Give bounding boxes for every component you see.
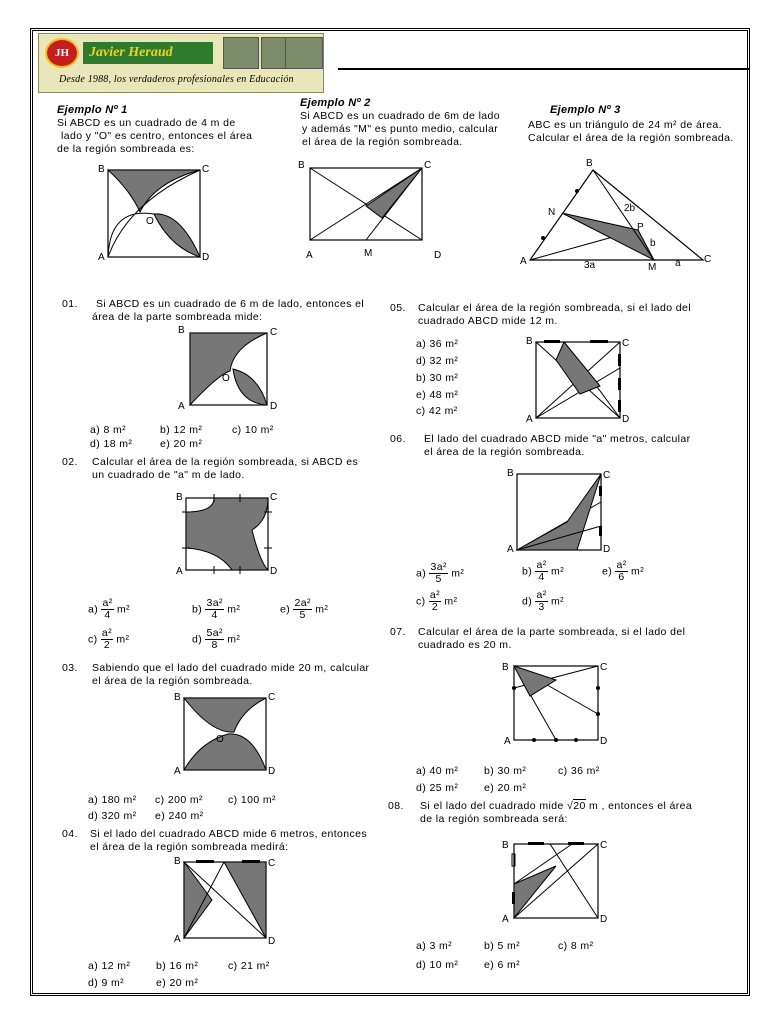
problem-06-options <box>416 560 716 620</box>
problem-05-figure <box>524 334 639 426</box>
label-A: A <box>507 544 514 555</box>
problem-04: 04. Si el lado del cuadrado ABCD mide 6 metros, entonces el área de la región sombreada medirá: <box>62 828 368 853</box>
example-3-figure <box>518 158 718 273</box>
label-B: B <box>98 164 105 175</box>
label-D: D <box>434 250 442 261</box>
problem-02-option-b[interactable]: b) $\frac{\text{3a²}}{4}$ m² <box>192 597 241 621</box>
label-A: A <box>520 256 527 267</box>
problem-07-figure <box>500 658 615 750</box>
label-a: a <box>675 258 681 269</box>
problem-02-options <box>88 598 388 658</box>
problem-01-option-b[interactable]: b) 12 m² <box>160 424 203 436</box>
label-C: C <box>622 338 630 349</box>
label-A: A <box>176 566 183 577</box>
label-M: M <box>648 262 657 273</box>
problem-07-option-d[interactable]: d) 25 m² <box>416 782 459 794</box>
label-C: C <box>600 840 608 851</box>
label-P: P <box>637 222 644 233</box>
label-B: B <box>178 325 185 336</box>
example-1-figure <box>100 162 210 267</box>
problem-08-option-c[interactable]: c) 8 m² <box>558 940 594 952</box>
problem-03-figure <box>172 690 287 780</box>
problem-08-figure <box>500 836 615 928</box>
problem-06-option-b[interactable]: b) $\frac{\text{a²}}{4}$ m² <box>522 559 564 583</box>
problem-03-option-d[interactable]: d) 320 m² <box>88 810 137 822</box>
photo-3 <box>285 37 323 69</box>
label-A: A <box>526 414 533 425</box>
photo-1 <box>223 37 259 69</box>
label-C: C <box>202 164 210 175</box>
example-1-title: Ejemplo Nº 1 <box>57 104 128 116</box>
problem-03-option-a[interactable]: a) 180 m² <box>88 794 137 806</box>
label-2b: 2b <box>624 203 636 214</box>
problem-03: 03. Sabiendo que el lado del cuadrado mide 20 m, calcular el área de la región sombreada. <box>62 662 370 687</box>
problem-03-option-c1[interactable]: c) 200 m² <box>155 794 203 806</box>
sqrt-symbol: √20 <box>567 800 586 812</box>
label-C: C <box>424 160 432 171</box>
problem-07: 07. Calcular el área de la parte sombreada, si el lado del cuadrado es 20 m. <box>390 626 686 651</box>
label-B: B <box>174 692 181 703</box>
label-C: C <box>704 254 712 265</box>
problem-04-option-c[interactable]: c) 21 m² <box>228 960 270 972</box>
label-C: C <box>600 662 608 673</box>
problem-02-option-c[interactable]: c) $\frac{\text{a²}}{2}$ m² <box>88 627 130 651</box>
problem-05-option-e[interactable]: e) 48 m² <box>416 389 459 401</box>
label-M: M <box>364 248 373 259</box>
header-rule <box>338 68 750 70</box>
example-3-text: ABC es un triángulo de 24 m² de área. Calcular el área de la región sombreada. <box>528 119 734 144</box>
label-C: C <box>268 858 276 869</box>
problem-06-figure <box>505 466 620 558</box>
label-B: B <box>526 336 533 347</box>
problem-01-option-c[interactable]: c) 10 m² <box>232 424 274 436</box>
problem-08: 08. Si el lado del cuadrado mide √20 m , entonces el área de la región sombreada será: <box>388 800 693 825</box>
label-D: D <box>270 401 278 412</box>
example-2-figure <box>300 160 440 260</box>
label-C: C <box>270 492 278 503</box>
problem-07-option-a[interactable]: a) 40 m² <box>416 765 459 777</box>
example-2-text: Si ABCD es un cuadrado de 6m de lado y además "M" es punto medio, calcular el área de la región sombreada. <box>300 110 501 148</box>
example-3-title: Ejemplo Nº 3 <box>550 104 621 116</box>
label-O: O <box>146 216 154 227</box>
problem-04-option-b[interactable]: b) 16 m² <box>156 960 199 972</box>
problem-06-option-c[interactable]: c) $\frac{\text{a²}}{2}$ m² <box>416 589 458 613</box>
label-B: B <box>298 160 305 171</box>
label-3a: 3a <box>584 260 596 271</box>
label-D: D <box>603 544 611 555</box>
problem-07-option-c[interactable]: c) 36 m² <box>558 765 600 777</box>
label-B: B <box>502 662 509 673</box>
label-C: C <box>268 692 276 703</box>
label-O: O <box>222 373 230 384</box>
problem-04-figure <box>172 856 287 946</box>
problem-08-option-e[interactable]: e) 6 m² <box>484 959 521 971</box>
slogan: Desde 1988, los verdaderos profesionales en Educación <box>59 74 294 85</box>
problem-01: 01. Si ABCD es un cuadrado de 6 m de lado, entonces el área de la parte sombreada mide: <box>62 298 365 323</box>
label-D: D <box>600 914 608 925</box>
label-O: O <box>216 734 224 745</box>
label-B: B <box>176 492 183 503</box>
label-b: b <box>650 238 656 249</box>
example-2-title: Ejemplo Nº 2 <box>300 97 371 109</box>
school-logo: JH <box>45 38 79 68</box>
problem-08-option-b[interactable]: b) 5 m² <box>484 940 521 952</box>
problem-04-option-e[interactable]: e) 20 m² <box>156 977 199 989</box>
problem-08-option-d[interactable]: d) 10 m² <box>416 959 459 971</box>
label-D: D <box>270 566 278 577</box>
problem-02-figure <box>174 490 289 580</box>
problem-02-option-d[interactable]: d) $\frac{\text{5a²}}{8}$ m² <box>192 627 241 651</box>
problem-03-option-e[interactable]: e) 240 m² <box>155 810 204 822</box>
example-1-text: Si ABCD es un cuadrado de 4 m de lado y "O" es centro, entonces el área de la región sombreada es: <box>57 117 253 155</box>
header-banner <box>38 33 324 93</box>
problem-07-option-e[interactable]: e) 20 m² <box>484 782 527 794</box>
label-B: B <box>507 468 514 479</box>
problem-01-option-e[interactable]: e) 20 m² <box>160 438 203 450</box>
problem-02: 02. Calcular el área de la región sombreada, si ABCD es un cuadrado de "a" m de lado. <box>62 456 359 481</box>
label-A: A <box>306 250 313 261</box>
label-A: A <box>178 401 185 412</box>
problem-05: 05. Calcular el área de la región sombreada, si el lado del cuadrado ABCD mide 12 m. <box>390 302 691 327</box>
label-D: D <box>622 414 630 425</box>
problem-01-option-d[interactable]: d) 18 m² <box>90 438 133 450</box>
label-D: D <box>268 766 276 777</box>
problem-04-option-d[interactable]: d) 9 m² <box>88 977 125 989</box>
label-B: B <box>586 158 593 169</box>
problem-08-option-a[interactable]: a) 3 m² <box>416 940 453 952</box>
problem-06-option-d[interactable]: d) $\frac{\text{a²}}{3}$ m² <box>522 589 564 613</box>
problem-03-option-c2[interactable]: c) 100 m² <box>228 794 276 806</box>
label-B: B <box>502 840 509 851</box>
label-A: A <box>174 766 181 777</box>
problem-05-option-b[interactable]: b) 30 m² <box>416 372 459 384</box>
problem-06-option-e[interactable]: e) $\frac{\text{a²}}{6}$ m² <box>602 559 644 583</box>
label-C: C <box>603 470 611 481</box>
problem-05-option-c[interactable]: c) 42 m² <box>416 405 458 417</box>
label-C: C <box>270 327 278 338</box>
problem-01-figure <box>178 325 288 413</box>
school-name: Javier Heraud <box>83 42 213 64</box>
label-D: D <box>202 252 210 263</box>
label-A: A <box>504 736 511 747</box>
problem-05-option-a[interactable]: a) 36 m² <box>416 338 459 350</box>
problem-02-option-e[interactable]: e) $\frac{\text{2a²}}{5}$ m² <box>280 597 329 621</box>
problem-06-option-a[interactable]: a) $\frac{\text{3a²}}{5}$ m² <box>416 561 465 585</box>
problem-01-option-a[interactable]: a) 8 m² <box>90 424 127 436</box>
label-B: B <box>174 856 181 867</box>
label-D: D <box>268 936 276 947</box>
label-D: D <box>600 736 608 747</box>
label-A: A <box>98 252 105 263</box>
problem-04-option-a[interactable]: a) 12 m² <box>88 960 131 972</box>
label-N: N <box>548 207 556 218</box>
problem-05-option-d[interactable]: d) 32 m² <box>416 355 459 367</box>
label-A: A <box>174 934 181 945</box>
problem-06: 06. El lado del cuadrado ABCD mide "a" metros, calcular el área de la región sombreada. <box>390 433 691 458</box>
problem-07-option-b[interactable]: b) 30 m² <box>484 765 527 777</box>
problem-02-option-a[interactable]: a) $\frac{\text{a²}}{4}$ m² <box>88 597 130 621</box>
label-A: A <box>502 914 509 925</box>
